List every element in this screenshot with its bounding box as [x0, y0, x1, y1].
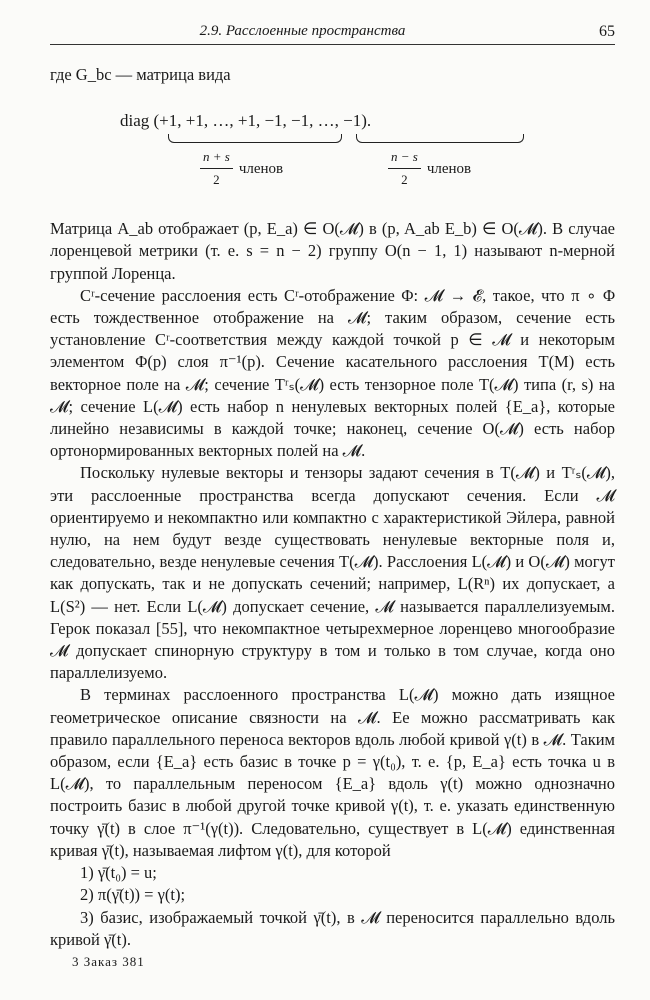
- right-brace-fraction: [388, 146, 421, 191]
- body-text: [50, 64, 615, 951]
- left-fraction-numerator: n + s: [200, 146, 233, 169]
- paragraph-connection: В терминах расслоенного пространства L(𝓜) можно дать изящное геометрическое описание связности на 𝓜. Ее можно рассматривать как правило параллельного переноса векторов вдоль любой кривой γ(t) в 𝓜. Таким образом, если {E_a} есть базис в точке p = γ(t₀), т. е. {p, E_a} есть точка u в L(𝓜), то параллельным переносом {E_a} вдоль γ(t) можно однозначно построить базис в любой другой точке кривой γ(t), т. е. указать единственную точку γ̄(t) в слое π⁻¹(γ(t)). Следовательно, существует в L(𝓜) единственная кривая γ̄(t), называемая лифтом γ(t), для которой: [50, 685, 615, 860]
- left-brace-label: [200, 146, 283, 191]
- printer-signature: 3 Заказ 381: [72, 954, 145, 969]
- list-item: 3) базис, изображаемый точкой γ̄(t), в 𝓜 переносится параллельно вдоль кривой γ̄(t).: [50, 907, 615, 949]
- right-underbrace: [356, 134, 524, 143]
- paragraph-parallelizable: Поскольку нулевые векторы и тензоры задают сечения в T(𝓜) и Tʳₛ(𝓜), эти расслоенные пространства всегда допускают сечения. Если 𝓜 ориентируемо и некомпактно или компактно с характеристикой Эйлера, равной нулю, на нем будут везде существовать ненулевые векторные поля и, следовательно, везде ненулевые сечения T(𝓜). Расслоения L(𝓜) и O(𝓜) могут как допускать, так и не допускать сечений; например, L(Rⁿ) их допускает, а L(S²) — нет. Если L(𝓜) допускает сечение, 𝓜 называется параллелизуемым. Герок показал [55], что некомпактное четырехмерное лоренцево многообразие 𝓜 допускает спинорную структуру в том и только в том случае, когда оно параллелизуемо.: [50, 463, 615, 683]
- formula-expression: diag (+1, +1, …, +1, −1, −1, …, −1).: [120, 111, 372, 131]
- right-brace-word: членов: [426, 160, 472, 177]
- intro-line: где G_bc — матрица вида: [50, 65, 231, 84]
- left-brace-word: членов: [238, 160, 284, 177]
- left-underbrace: [168, 134, 342, 143]
- left-fraction-denominator: 2: [213, 172, 220, 188]
- paragraph-lorentz: Матрица A_ab отображает (p, E_a) ∈ O(𝓜) в (p, A_ab E_b) ∈ O(𝓜). В случае лоренцевой метрики (т. е. s = n − 2) группу O(n − 1, 1) называют n-мерной группой Лоренца.: [50, 219, 615, 283]
- right-brace-label: [388, 146, 471, 191]
- list-item: 1) γ̄(t₀) = u;: [80, 863, 157, 883]
- paragraph-section-definition: Cʳ-сечение расслоения есть Cʳ-отображение Φ: 𝓜 → 𝓔, такое, что π ∘ Φ есть тождественное отображение на 𝓜; таким образом, сечение есть установление Cʳ-соответствия между каждой точкой p ∈ 𝓜 и некоторым элементом Φ(p) слоя π⁻¹(p). Сечение касательного расслоения T(M) есть векторное поле на 𝓜; сечение Tʳₛ(𝓜) есть тензорное поле T(𝓜) типа (r, s) на 𝓜; сечение L(𝓜) есть набор n ненулевых векторных полей {E_a}, которые линейно независимы в каждой точке; наконец, сечение O(𝓜) есть набор ортонормированных векторных полей на 𝓜.: [50, 285, 615, 461]
- diag-formula: [50, 110, 615, 200]
- left-brace-fraction: [200, 146, 233, 191]
- running-head: [50, 20, 615, 45]
- right-fraction-denominator: 2: [401, 172, 408, 188]
- page-number: 65: [599, 23, 615, 40]
- section-title: 2.9. Расслоенные пространства: [199, 23, 406, 39]
- right-fraction-numerator: n − s: [388, 146, 421, 169]
- list-item: 2) π(γ̄(t)) = γ(t);: [80, 885, 186, 905]
